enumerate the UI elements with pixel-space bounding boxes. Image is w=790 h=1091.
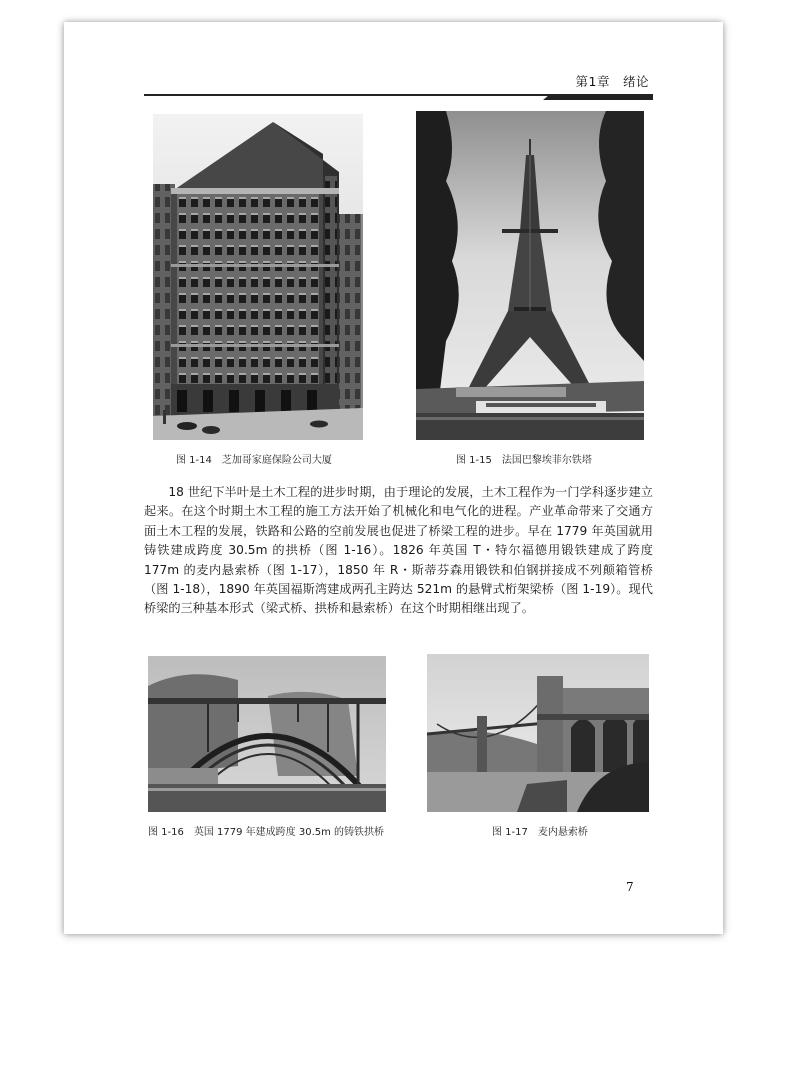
figure-caption: 图 1-15 法国巴黎埃菲尔铁塔 bbox=[456, 455, 592, 466]
iron-arch-bridge-photo bbox=[148, 656, 386, 812]
skyscraper-photo bbox=[153, 114, 363, 440]
running-header bbox=[144, 70, 653, 96]
suspension-bridge-photo bbox=[427, 654, 649, 812]
chapter-title: 第1章 绪论 bbox=[575, 74, 649, 89]
eiffel-tower-photo bbox=[416, 111, 644, 440]
figure-caption: 图 1-16 英国 1779 年建成跨度 30.5m 的铸铁拱桥 bbox=[148, 827, 385, 838]
figure-caption: 图 1-17 麦内悬索桥 bbox=[492, 827, 588, 838]
book-page bbox=[64, 22, 723, 934]
figure-caption: 图 1-14 芝加哥家庭保险公司大厦 bbox=[176, 455, 332, 466]
body-paragraph bbox=[144, 483, 653, 619]
paragraph-text: 18 世纪下半叶是土木工程的进步时期，由于理论的发展，土木工程作为一门学科逐步建立起来。在这个时期土木工程的施工方法开始了机械化和电气化的进程。产业革命带来了交通方面土木工程的发展，铁路和公路的空前发展也促进了桥梁工程的进步。早在 1779 年英国就用铸铁建成跨度 30.5m 的拱桥（图 1-16）。1826 年英国 T・特尔福德用锻铁建成了跨度 177m 的麦内悬索桥（图 1-17），1850 年 R・斯蒂芬森用锻铁和伯钢拼接成不列颠箱管桥（图 1-18），1890 年英国福斯湾建成两孔主跨达 521m 的悬臂式桁架梁桥（图 1-19）。现代桥梁的三种基本形式（梁式桥、拱桥和悬索桥）在这个时期相继出现了。 bbox=[144, 485, 653, 616]
header-rule-accent bbox=[543, 95, 653, 100]
page-number: 7 bbox=[626, 880, 634, 894]
